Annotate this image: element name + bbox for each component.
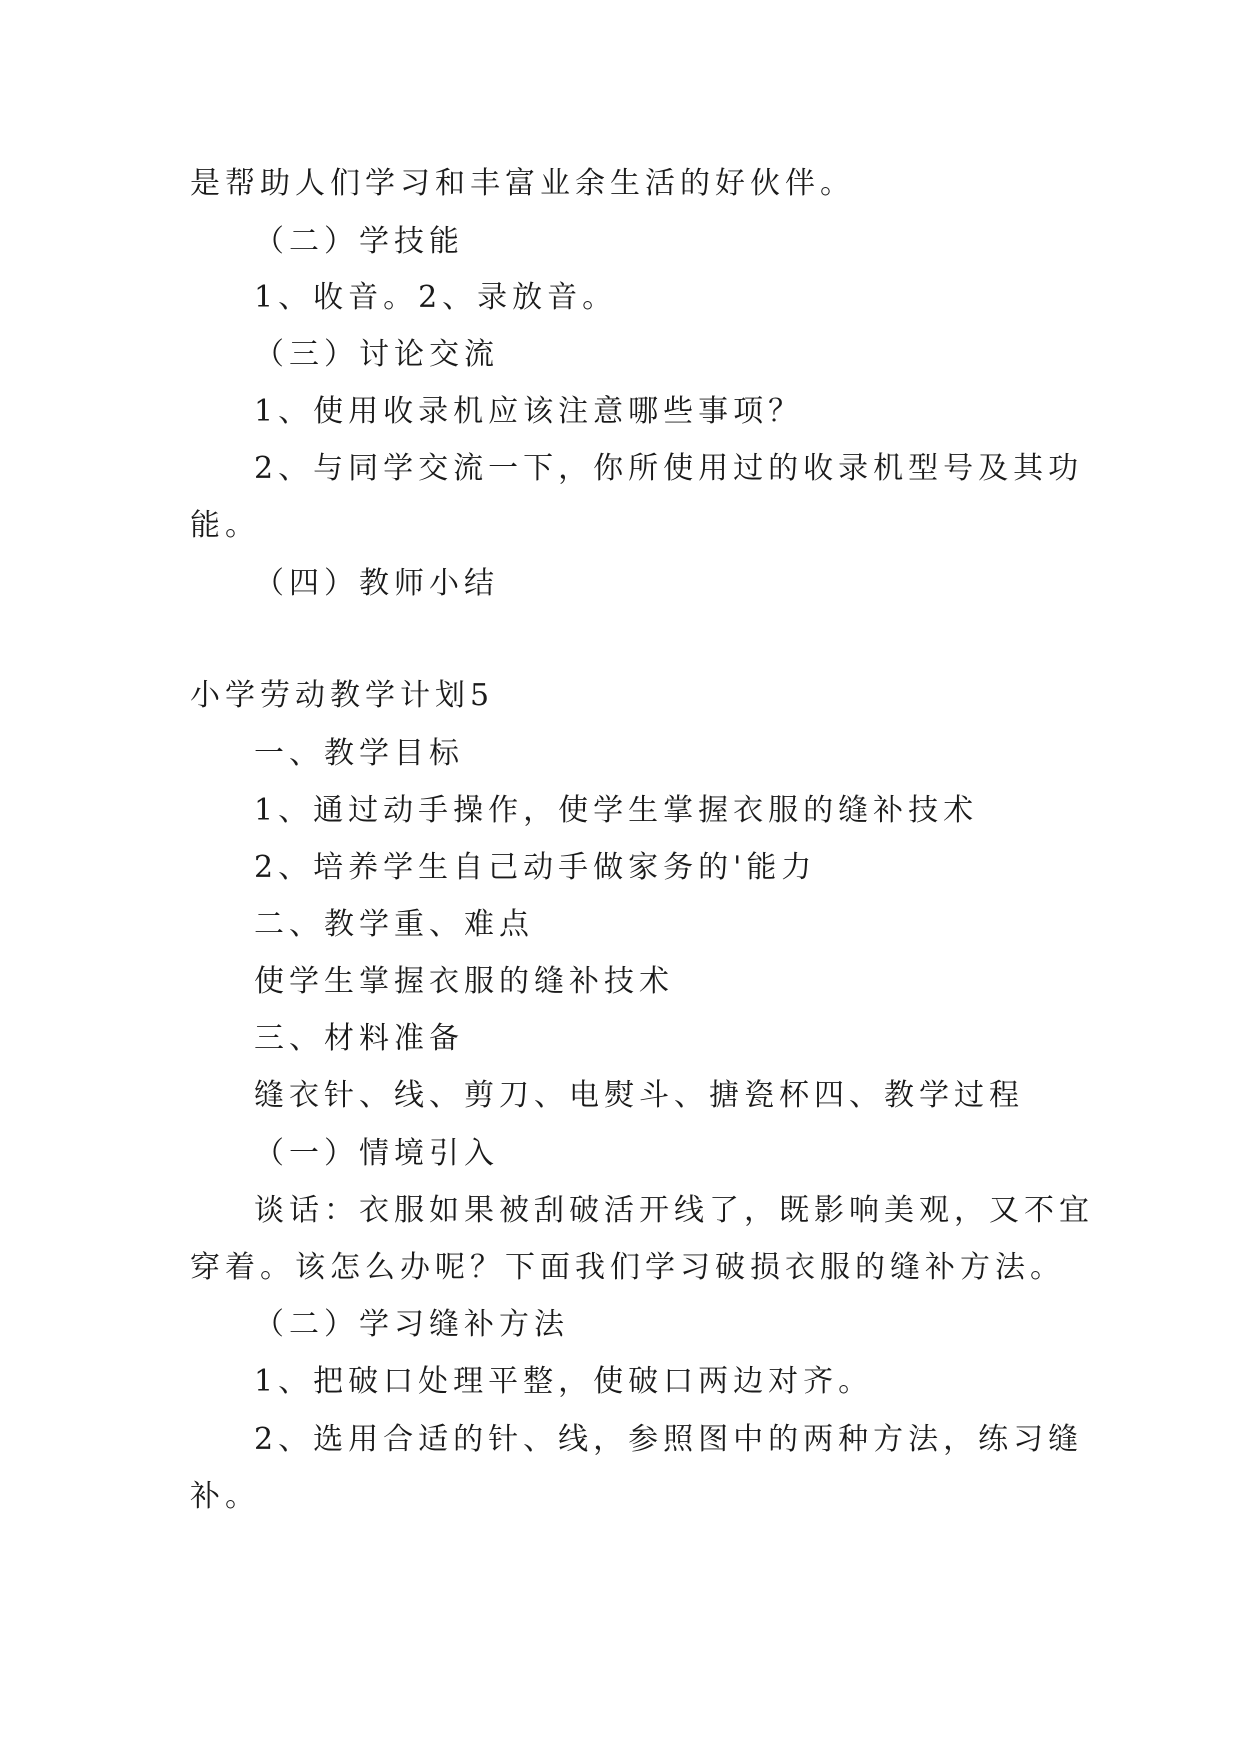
section-heading-key-points: 二、教学重、难点 xyxy=(254,907,534,942)
paragraph: 缝衣针、线、剪刀、电熨斗、搪瓷杯四、教学过程 xyxy=(254,1078,1024,1113)
section-heading-introduction: （一）情境引入 xyxy=(254,1136,499,1171)
paragraph: 使学生掌握衣服的缝补技术 xyxy=(254,964,674,999)
list-item-continuation: 能。 xyxy=(190,508,260,543)
section-heading-mending-methods: （二）学习缝补方法 xyxy=(254,1307,569,1342)
list-item: 2、与同学交流一下，你所使用过的收录机型号及其功 xyxy=(254,451,1084,486)
list-item: 1、通过动手操作，使学生掌握衣服的缝补技术 xyxy=(254,793,979,828)
paragraph-continuation: 是帮助人们学习和丰富业余生活的好伙伴。 xyxy=(190,166,855,201)
document-title: 小学劳动教学计划5 xyxy=(190,678,495,713)
list-item-continuation: 补。 xyxy=(190,1479,260,1514)
list-item: 1、把破口处理平整，使破口两边对齐。 xyxy=(254,1364,874,1399)
list-item: 1、使用收录机应该注意哪些事项？ xyxy=(254,394,804,429)
section-heading-materials: 三、材料准备 xyxy=(254,1021,464,1056)
section-heading-learn-skills: （二）学技能 xyxy=(254,224,464,259)
list-item: 2、培养学生自己动手做家务的'能力 xyxy=(254,850,817,885)
section-heading-teaching-goals: 一、教学目标 xyxy=(254,736,464,771)
paragraph: 谈话：衣服如果被刮破活开线了，既影响美观，又不宜 xyxy=(254,1193,1094,1228)
section-heading-teacher-summary: （四）教师小结 xyxy=(254,566,499,601)
list-item: 1、收音。2、录放音。 xyxy=(254,280,618,315)
section-heading-discussion: （三）讨论交流 xyxy=(254,337,499,372)
list-item: 2、选用合适的针、线，参照图中的两种方法，练习缝 xyxy=(254,1422,1084,1457)
paragraph-continuation: 穿着。该怎么办呢？下面我们学习破损衣服的缝补方法。 xyxy=(190,1250,1065,1285)
